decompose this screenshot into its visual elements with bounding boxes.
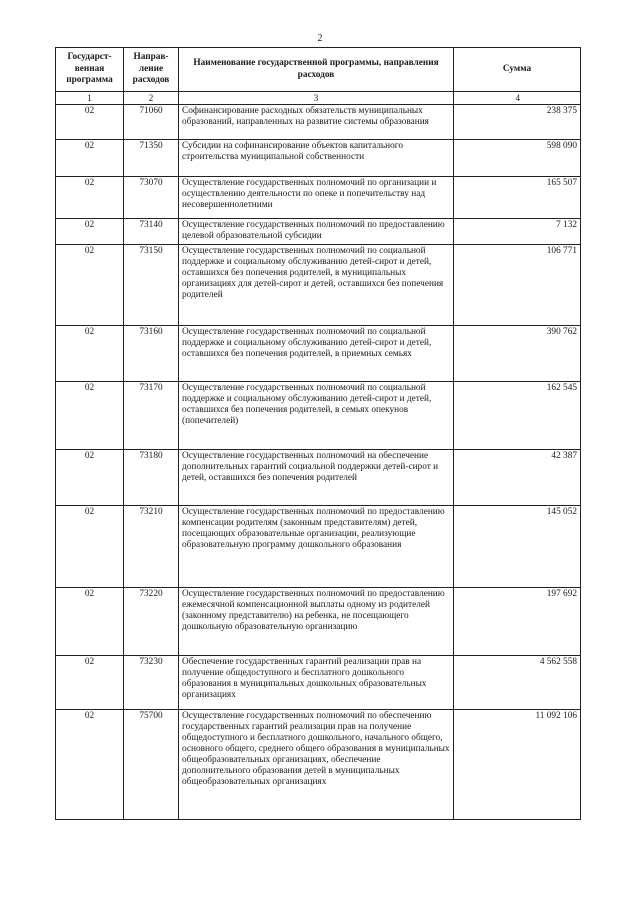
program-code: 02 (56, 656, 124, 710)
expense-sum: 106 771 (454, 245, 581, 326)
program-code: 02 (56, 450, 124, 506)
program-code: 02 (56, 710, 124, 820)
direction-code: 73170 (124, 382, 179, 450)
header-direction: Направ-ление расходов (124, 48, 179, 92)
table-row (56, 588, 581, 656)
expense-name: Осуществление государственных полномочий по предоставлению ежемесячной компенсационной выплаты одному из родителей (законному представителю) на ребенка, не посещающего дошкольную образовательную организацию (179, 588, 454, 656)
table-row (56, 450, 581, 506)
expense-name: Осуществление государственных полномочий по предоставлению компенсации родителям (законным представителям) детей, посещающих образовательные организации, реализующие образовательную программу дошкольного образования (179, 506, 454, 588)
column-number: 2 (124, 92, 179, 105)
direction-code: 73070 (124, 177, 179, 219)
page-number: 2 (317, 33, 323, 44)
header-sum: Сумма (454, 48, 581, 92)
table-row (56, 506, 581, 588)
column-number-row (56, 92, 581, 105)
table-row (56, 710, 581, 820)
column-number: 4 (454, 92, 581, 105)
expense-sum: 197 692 (454, 588, 581, 656)
expense-sum: 145 052 (454, 506, 581, 588)
direction-code: 73180 (124, 450, 179, 506)
program-code: 02 (56, 506, 124, 588)
table-row (56, 656, 581, 710)
expense-name: Софинансирование расходных обязательств муниципальных образований, направленных на развитие системы образования (179, 105, 454, 140)
direction-code: 73160 (124, 326, 179, 382)
program-code: 02 (56, 219, 124, 245)
direction-code: 73210 (124, 506, 179, 588)
table-row (56, 140, 581, 177)
header-name: Наименование государственной программы, направления расходов (179, 48, 454, 92)
program-code: 02 (56, 382, 124, 450)
program-code: 02 (56, 245, 124, 326)
table-row (56, 326, 581, 382)
program-code: 02 (56, 177, 124, 219)
header-row (56, 48, 581, 92)
direction-code: 73150 (124, 245, 179, 326)
expense-sum: 7 132 (454, 219, 581, 245)
program-code: 02 (56, 140, 124, 177)
expense-sum: 165 507 (454, 177, 581, 219)
program-code: 02 (56, 105, 124, 140)
expense-sum: 598 090 (454, 140, 581, 177)
expense-name: Осуществление государственных полномочий по организации и осуществлению деятельности по опеке и попечительству над несовершеннолетними (179, 177, 454, 219)
direction-code: 73230 (124, 656, 179, 710)
table-row (56, 219, 581, 245)
expense-sum: 390 762 (454, 326, 581, 382)
expense-name: Осуществление государственных полномочий по социальной поддержке и социальному обслуживанию детей-сирот и детей, оставшихся без попечения родителей, в приемных семьях (179, 326, 454, 382)
expense-sum: 11 092 106 (454, 710, 581, 820)
direction-code: 75700 (124, 710, 179, 820)
direction-code: 71060 (124, 105, 179, 140)
direction-code: 71350 (124, 140, 179, 177)
table-row (56, 177, 581, 219)
direction-code: 73140 (124, 219, 179, 245)
expense-sum: 4 562 558 (454, 656, 581, 710)
expense-sum: 162 545 (454, 382, 581, 450)
direction-code: 73220 (124, 588, 179, 656)
program-code: 02 (56, 588, 124, 656)
expense-sum: 238 375 (454, 105, 581, 140)
header-program: Государст-венная программа (56, 48, 124, 92)
budget-table (55, 47, 581, 820)
column-number: 1 (56, 92, 124, 105)
expense-sum: 42 387 (454, 450, 581, 506)
table-row (56, 382, 581, 450)
expense-name: Осуществление государственных полномочий по социальной поддержке и социальному обслуживанию детей-сирот и детей, оставшихся без попечения родителей, в муниципальных организациях для детей-сирот и детей, оставшихся без попечения родителей (179, 245, 454, 326)
program-code: 02 (56, 326, 124, 382)
expense-name: Субсидии на софинансирование объектов капитального строительства муниципальной собственности (179, 140, 454, 177)
expense-name: Осуществление государственных полномочий по предоставлению целевой образовательной субсидии (179, 219, 454, 245)
expense-name: Осуществление государственных полномочий на обеспечение дополнительных гарантий социальной поддержки детей-сирот и детей, оставшихся без попечения родителей (179, 450, 454, 506)
table-row (56, 105, 581, 140)
expense-name: Обеспечение государственных гарантий реализации прав на получение общедоступного и бесплатного дошкольного образования в муниципальных дошкольных образовательных организациях (179, 656, 454, 710)
table-row (56, 245, 581, 326)
column-number: 3 (179, 92, 454, 105)
expense-name: Осуществление государственных полномочий по социальной поддержке и социальному обслуживанию детей-сирот и детей, оставшихся без попечения родителей, в семьях опекунов (попечителей) (179, 382, 454, 450)
expense-name: Осуществление государственных полномочий по обеспечению государственных гарантий реализации прав на получение общедоступного и бесплатного дошкольного, начального общего, основного общего, среднего общего образования в муниципальных общеобразовательных организациях, обеспечение дополнительного образования детей в муниципальных общеобразовательных организациях (179, 710, 454, 820)
